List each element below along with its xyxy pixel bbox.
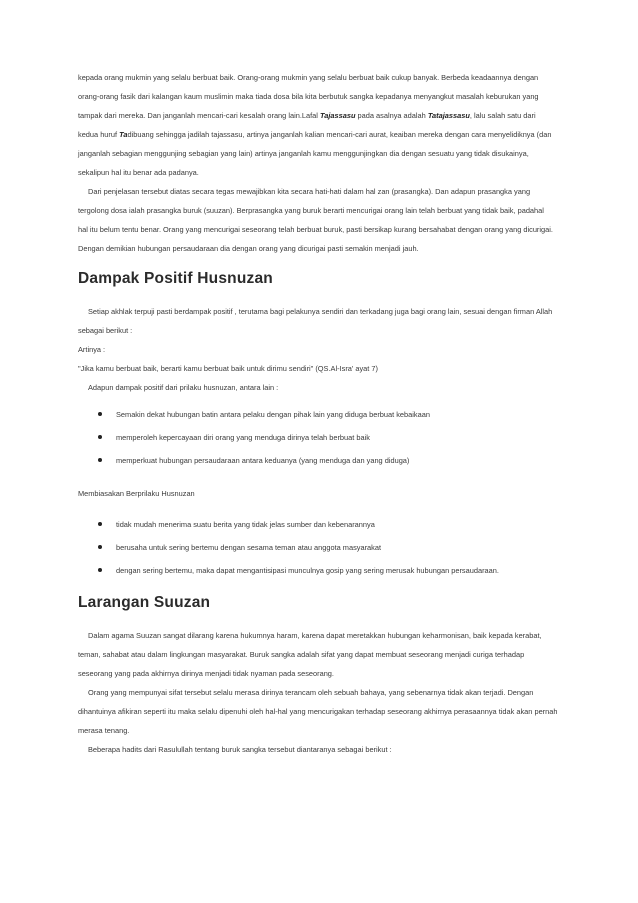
text-line: dibuang sehingga jadilah tajassasu, artinya janganlah kalian mencari-cari aurat, keaiban mereka dengan cara menyelidiknya (dan	[127, 130, 552, 139]
paragraph-2	[78, 182, 584, 258]
term-tatajassasu: Tatajassasu	[427, 111, 470, 120]
text-line: seseorang yang pada akhirnya dirinya menjadi tidak nyaman pada seseorang.	[78, 669, 334, 678]
text-line: sekalipun hal itu benar ada padanya.	[78, 168, 199, 177]
bullet-icon	[98, 435, 102, 439]
list-item-text: berusaha untuk sering bertemu dengan sesama teman atau anggota masyarakat	[116, 543, 381, 552]
text-line: tampak dari mereka. Dan janganlah mencari-cari kesalah orang lain.Lafal	[78, 111, 318, 120]
text-line: sebagai berikut :	[78, 326, 133, 335]
text-line: Dalam agama Suuzan sangat dilarang karena hukumnya haram, karena dapat meretakkan hubungan keharmonisan, baik kepada kerabat,	[88, 631, 542, 640]
text-line: Dengan demikian hubungan persaudaraan dia dengan orang yang dicurigai pasti semakin menjadi jauh.	[78, 244, 419, 253]
bullet-icon	[98, 545, 102, 549]
text-line: dihantuinya afikiran seperti itu maka selalu dipenuhi oleh hal-hal yang mencurigakan terhadap seseorang akhirnya perasaannya tidak akan pernah	[78, 707, 558, 716]
dampak-list	[78, 403, 584, 472]
text-line: kedua huruf	[78, 130, 118, 139]
paragraph-1	[78, 68, 584, 182]
list-item	[78, 426, 584, 449]
text-line: , lalu salah satu dari	[469, 111, 536, 120]
text-line: Orang yang mempunyai sifat tersebut selalu merasa dirinya terancam oleh sebuah bahaya, yang sebenarnya tidak akan terjadi. Dengan	[88, 688, 534, 697]
term-ta: Ta	[119, 130, 128, 139]
bullet-icon	[98, 458, 102, 462]
text-line: tergolong dosa ialah prasangka buruk (suuzan). Berprasangka yang buruk berarti mencurigai orang lain telah berbuat yang tidak baik, padahal	[78, 206, 544, 215]
list-item	[78, 559, 584, 582]
list-item-text: memperoleh kepercayaan diri orang yang menduga dirinya telah berbuat baik	[116, 433, 370, 442]
text-line: janganlah sebagian menggunjing sebagian yang lain) artinya janganlah kamu menggunjingkan dia dengan sesuatu yang tidak disukainya,	[78, 149, 529, 158]
list-item-text: memperkuat hubungan persaudaraan antara keduanya (yang menduga dan yang diduga)	[116, 456, 410, 465]
text-line: Dari penjelasan tersebut diatas secara tegas mewajibkan kita secara hati-hati dalam hal zan (prasangka). Dan adapun prasangka yang	[88, 187, 531, 196]
text-line: hal itu belum tentu benar. Orang yang mencurigai seseorang telah berbuat buruk, pasti bersikap kurang bersahabat dengan orang yang dicurigai.	[78, 225, 553, 234]
bullet-icon	[98, 522, 102, 526]
subheading-membiasakan: Membiasakan Berprilaku Husnuzan	[78, 489, 195, 498]
paragraph-6: Beberapa hadits dari Rasulullah tentang buruk sangka tersebut diantaranya sebagai berikut :	[88, 745, 392, 754]
list-item-text: tidak mudah menerima suatu berita yang tidak jelas sumber dan kebenarannya	[116, 520, 375, 529]
list-item	[78, 449, 584, 472]
heading-larangan-suuzan: Larangan Suuzan	[78, 594, 211, 611]
list-item	[78, 403, 584, 426]
text-line: pada asalnya adalah	[357, 111, 426, 120]
list-item-text: dengan sering bertemu, maka dapat mengantisipasi munculnya gosip yang sering merusak hubungan persaudaraan.	[116, 566, 499, 575]
quote-line: "Jika kamu berbuat baik, berarti kamu berbuat baik untuk dirimu sendiri" (QS.Al-Isra' ayat 7)	[78, 364, 378, 373]
list-item-text: Semakin dekat hubungan batin antara pelaku dengan pihak lain yang diduga berbuat kebaikaan	[116, 410, 430, 419]
text-line: teman, sahabat atau dalam lingkungan masyarakat. Buruk sangka adalah sifat yang dapat membuat seseorang menjadi curiga terhadap	[78, 650, 525, 659]
paragraph-5	[78, 683, 584, 740]
adapun-line: Adapun dampak positif dari prilaku husnuzan, antara lain :	[88, 383, 279, 392]
membiasakan-list	[78, 513, 584, 582]
text-line: Setiap akhlak terpuji pasti berdampak positif , terutama bagi pelakunya sendiri dan terkadang juga bagi orang lain, sesuai dengan firman Allah	[88, 307, 553, 316]
bullet-icon	[98, 568, 102, 572]
term-tajassasu: Tajassasu	[319, 111, 356, 120]
heading-dampak-positif: Dampak Positif Husnuzan	[78, 270, 273, 287]
paragraph-4	[78, 626, 584, 683]
text-line: orang-orang fasik dari kalangan kaum muslimin maka tiada dosa bila kita berbutuk sangka kepadanya menyangkut masalah keburukan yang	[78, 92, 539, 101]
list-item	[78, 536, 584, 559]
list-item	[78, 513, 584, 536]
text-line: kepada orang mukmin yang selalu berbuat baik. Orang-orang mukmin yang selalu berbuat baik cukup banyak. Berbeda keadaannya dengan	[78, 73, 539, 82]
bullet-icon	[98, 412, 102, 416]
artinya-label: Artinya :	[78, 345, 106, 354]
text-line: merasa tenang.	[78, 726, 130, 735]
paragraph-3	[78, 302, 584, 340]
